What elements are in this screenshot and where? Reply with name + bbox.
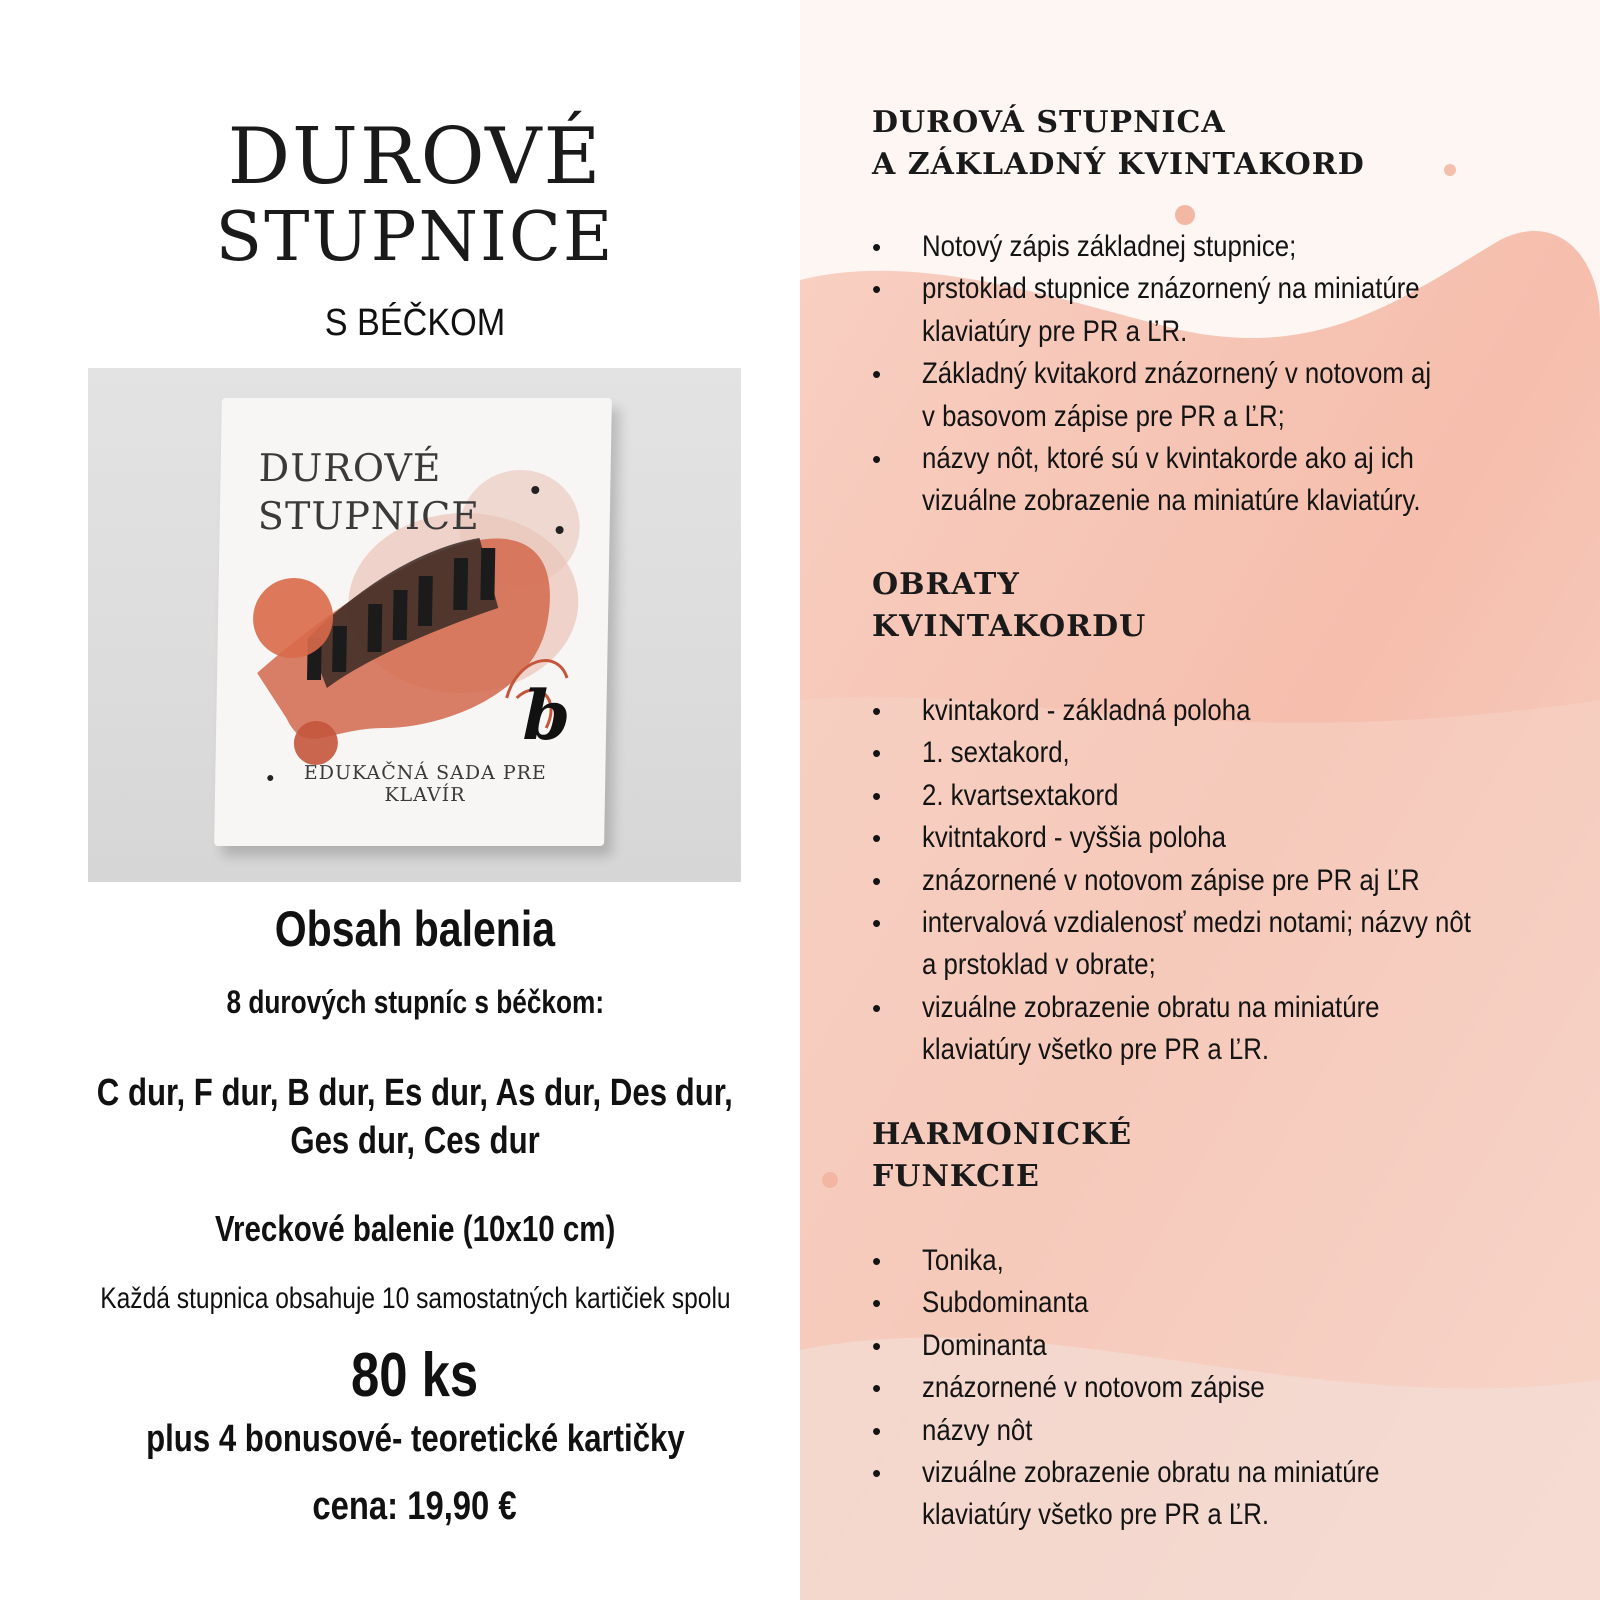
product-photo bbox=[88, 368, 741, 882]
box-subtitle: EDUKAČNÁ SADA PRE KLAVÍR bbox=[303, 762, 547, 806]
section1-heading-line1: DUROVÁ STUPNICA bbox=[872, 105, 1226, 140]
section2-list bbox=[868, 690, 1600, 1072]
box-title-line1: DUROVÉ bbox=[258, 446, 442, 490]
list-item-continuation: klaviatúry všetko pre PR a ĽR. bbox=[922, 1033, 1270, 1067]
section3-list bbox=[868, 1240, 1600, 1537]
section3-heading-line1: HARMONICKÉ bbox=[872, 1117, 1133, 1152]
list-item: • kvitntakord - vyššia poloha bbox=[872, 821, 1227, 855]
list-item: • Tonika, bbox=[872, 1244, 1004, 1277]
page-subtitle: S BÉČKOM bbox=[324, 302, 506, 344]
scales-intro: 8 durových stupníc s béčkom: bbox=[226, 984, 604, 1020]
section3-heading-line2: FUNKCIE bbox=[872, 1159, 1040, 1194]
box-title-line2: STUPNICE bbox=[257, 494, 481, 538]
list-item: • Notový zápis základnej stupnice; bbox=[872, 230, 1297, 263]
pocket-size: Vreckové balenie (10x10 cm) bbox=[214, 1208, 616, 1249]
page-title-line1: DUROVÉ bbox=[227, 112, 603, 202]
list-item: • znázornené v notovom zápise bbox=[872, 1371, 1265, 1405]
list-item: • znázornené v notovom zápise pre PR aj ĽR bbox=[872, 863, 1420, 897]
list-item: • Subdominanta bbox=[872, 1286, 1089, 1320]
list-item-continuation: a prstoklad v obrate; bbox=[922, 948, 1156, 982]
list-item: • vizuálne zobrazenie obratu na miniatúre bbox=[872, 990, 1380, 1024]
page-title-line2: STUPNICE bbox=[215, 198, 615, 277]
flat-symbol: b bbox=[522, 676, 572, 756]
list-item-continuation: v basovom zápise pre PR a ĽR; bbox=[922, 399, 1285, 433]
section2-heading-line2: KVINTAKORDU bbox=[872, 609, 1147, 644]
list-item: • vizuálne zobrazenie obratu na miniatúre bbox=[872, 1456, 1380, 1490]
scales-list-line2: Ges dur, Ces dur bbox=[290, 1120, 540, 1162]
product-box bbox=[214, 398, 612, 846]
list-item: • kvintakord - základná poloha bbox=[872, 694, 1251, 727]
scales-list-line1: C dur, F dur, B dur, Es dur, As dur, Des dur, bbox=[96, 1072, 734, 1114]
list-item: • intervalová vzdialenosť medzi notami; názvy nôt bbox=[872, 906, 1471, 940]
list-item: • 1. sextakord, bbox=[872, 736, 1070, 770]
list-item: • názvy nôt bbox=[872, 1413, 1033, 1447]
bonus-text: plus 4 bonusové- teoretické kartičky bbox=[145, 1418, 685, 1460]
list-item: • Základný kvitakord znázornený v notovom aj bbox=[872, 357, 1432, 391]
section2-heading-line1: OBRATY bbox=[872, 567, 1020, 602]
list-item: • Dominanta bbox=[872, 1328, 1047, 1362]
section1-list bbox=[868, 226, 1600, 523]
list-item: • názvy nôt, ktoré sú v kvintakorde ako aj ich bbox=[872, 442, 1414, 476]
list-item-continuation: klaviatúry pre PR a ĽR. bbox=[922, 314, 1188, 348]
total-count: 80 ks bbox=[351, 1341, 479, 1410]
cards-each-text: Každá stupnica obsahuje 10 samostatných kartičiek spolu bbox=[99, 1282, 731, 1315]
list-item-continuation: klaviatúry všetko pre PR a ĽR. bbox=[922, 1498, 1270, 1532]
section1-heading-line2: A ZÁKLADNÝ KVINTAKORD bbox=[872, 147, 1365, 182]
list-item: • prstoklad stupnice znázornený na miniatúre bbox=[872, 272, 1420, 306]
price: cena: 19,90 € bbox=[312, 1484, 518, 1528]
package-heading: Obsah balenia bbox=[274, 901, 556, 957]
list-item: • 2. kvartsextakord bbox=[872, 778, 1119, 812]
list-item-continuation: vizuálne zobrazenie na miniatúre klaviatúry. bbox=[922, 484, 1421, 518]
